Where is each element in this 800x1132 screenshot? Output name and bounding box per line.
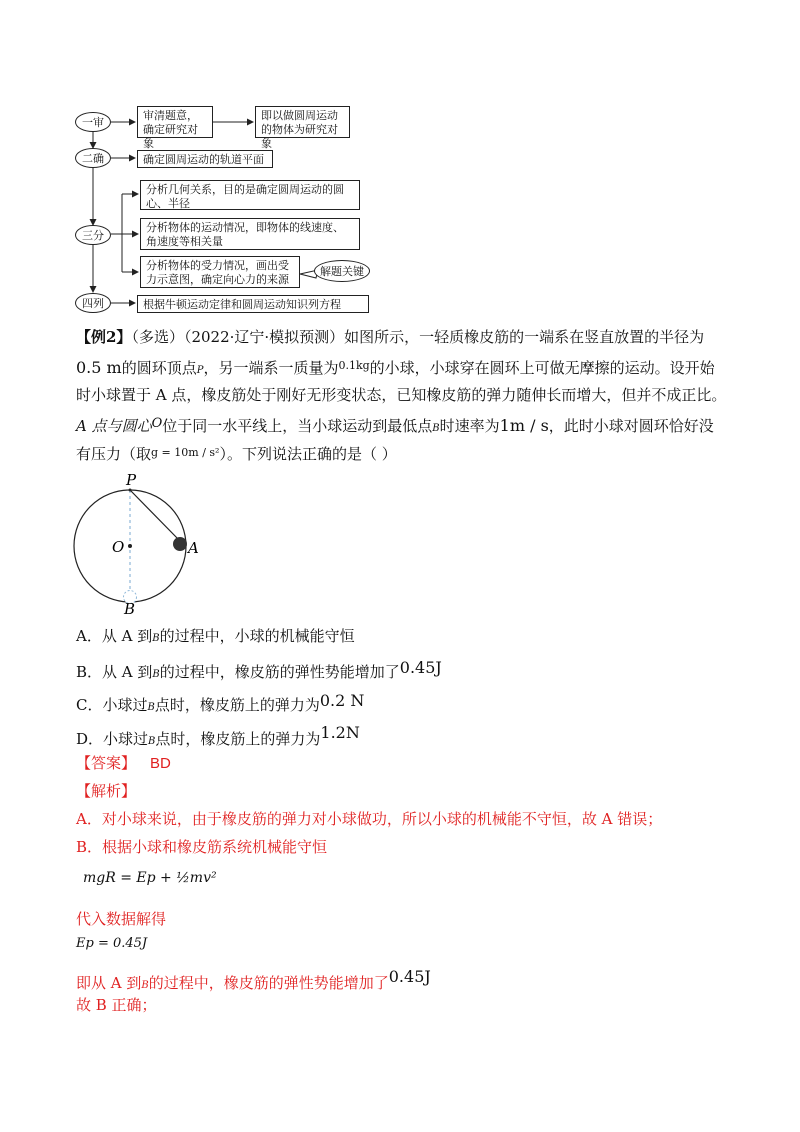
question-text: 的圆环顶点 (121, 359, 197, 377)
radius-value: 0.5 m (76, 358, 122, 377)
analysis-value: 0.45J (388, 967, 431, 986)
label-o: O (112, 538, 125, 556)
question-tag: （多选）（2022·辽宁·模拟预测） (131, 328, 345, 346)
ball (173, 537, 187, 551)
equation-energy (83, 870, 217, 886)
gravity-value: g = 10m / s² (151, 446, 220, 459)
option-text: B．从 A 到 (76, 663, 153, 681)
flow-box-geometry (140, 180, 360, 210)
circle-figure (70, 474, 210, 614)
analysis-text: A．对小球来说，由于橡皮筋的弹力对小球做功，所以小球的机械能不守恒，故 A 错误； (76, 810, 663, 828)
point-b-label: B (148, 736, 156, 747)
speed-value: 1m / s (499, 416, 549, 435)
label-a: A (188, 539, 199, 557)
question-text: 的小球，小球穿在圆环上可做无摩擦的运动。设开始 (369, 359, 715, 377)
answer-value: BD (150, 755, 171, 772)
option-value: 1.2N (320, 723, 360, 742)
question-text: 如图所示，一轻质橡皮筋的一端系在竖直放置的半径为 (344, 328, 705, 346)
question-text: 时小球置于 A 点，橡皮筋处于刚好无形变状态，已知橡皮筋的弹力随伸长而增大，但并不成正比。 (76, 386, 727, 404)
question-line-2 (76, 355, 715, 382)
analysis-b (76, 836, 327, 858)
answer-line (76, 752, 171, 775)
question-text: ）。下列说法正确的是（ ） (219, 445, 397, 463)
option-text: 点时，橡皮筋上的弹力为 (155, 730, 321, 748)
analysis-text: 的过程中，橡皮筋的弹性势能增加了 (148, 974, 389, 992)
label-b: B (124, 600, 136, 614)
flow-box-text: 确定圆周运动的轨道平面 (143, 153, 264, 166)
analysis-text: 即从 A 到 (76, 974, 142, 992)
question-text: ，此时小球对圆环恰好没 (548, 417, 714, 435)
analysis-text: B．根据小球和橡皮筋系统机械能守恒 (76, 838, 328, 856)
step-label: 一审 (82, 116, 104, 129)
analysis-d (76, 966, 431, 997)
analysis-text: 代入数据解得 (76, 910, 167, 928)
analysis-e (76, 994, 157, 1016)
point-b-label: B (147, 702, 155, 713)
step-oval-2 (75, 148, 111, 168)
analysis-a (76, 808, 662, 830)
flow-bubble-text: 解题关键 (320, 265, 364, 278)
flow-box-confirm-object (137, 106, 213, 150)
analysis-c (76, 908, 166, 930)
question-line-5 (76, 442, 397, 465)
rubber-band (130, 490, 180, 541)
question-text: 位于同一水平线上，当小球运动到最低点 (162, 417, 433, 435)
option-a (76, 625, 355, 650)
question-text: A 点与圆心 (76, 417, 152, 435)
point-b-label: B (141, 980, 149, 991)
option-value: 0.2 N (319, 691, 365, 710)
step-label: 三分 (82, 229, 104, 242)
step-oval-3 (75, 225, 111, 245)
step-oval-1 (75, 112, 111, 132)
flow-box-equations (137, 295, 369, 313)
question-text: ，另一端系一质量为 (203, 359, 339, 377)
center-o-label: O (151, 416, 163, 431)
flow-box-object-detail (255, 106, 350, 150)
flow-box-text: 根据牛顿运动定律和圆周运动知识列方程 (143, 298, 341, 311)
option-text: D．小球过 (76, 730, 149, 748)
option-text: A．从 A 到 (76, 627, 153, 645)
flow-box-text: 即以做圆周运动的物体为研究对象 (261, 109, 338, 150)
label-p: P (126, 474, 137, 489)
answer-label: 【答案】 (76, 754, 137, 772)
analysis-label-text: 【解析】 (76, 782, 137, 800)
question-line-4 (76, 413, 714, 440)
step-label: 二确 (82, 152, 104, 165)
mass-value: 0.1kg (338, 359, 370, 372)
option-d (76, 722, 360, 753)
option-text: 的过程中，橡皮筋的弹性势能增加了 (159, 663, 400, 681)
equation-result (76, 936, 147, 951)
question-text: 有压力（取 (76, 445, 152, 463)
question-label: 【例2】 (76, 328, 132, 346)
point-b-label: B (152, 669, 160, 680)
point-b-label: B (152, 633, 160, 644)
flow-box-text: 分析物体的受力情况，画出受力示意图，确定向心力的来源 (146, 259, 289, 286)
question-text: 时速率为 (439, 417, 500, 435)
equation-text: Ep = 0.45J (76, 936, 148, 951)
flow-box-orbit-plane (137, 150, 273, 168)
flow-box-text: 分析几何关系，目的是确定圆周运动的圆心、半径 (146, 183, 344, 210)
center-dot (128, 544, 132, 548)
option-text: 点时，橡皮筋上的弹力为 (154, 696, 320, 714)
flow-box-motion (140, 218, 360, 250)
equation-text: mgR = Ep + ½mv² (83, 870, 217, 886)
flow-box-text: 审清题意，确定研究对象 (143, 109, 198, 150)
point-b-label: B (432, 423, 440, 434)
question-line-1 (76, 326, 704, 348)
flowchart-connectors (0, 0, 800, 320)
question-line-3 (76, 384, 726, 406)
step-label: 四列 (82, 297, 104, 310)
flow-box-text: 分析物体的运动情况，即物体的线速度、角速度等相关量 (146, 221, 344, 248)
flow-bubble-key (314, 260, 370, 282)
step-oval-4 (75, 293, 111, 313)
option-b (76, 657, 442, 686)
option-text: C．小球过 (76, 696, 148, 714)
analysis-label (76, 780, 136, 802)
flow-box-force (140, 256, 300, 288)
point-p-label: P (196, 365, 204, 376)
option-text: 的过程中，小球的机械能守恒 (159, 627, 355, 645)
analysis-text: 故 B 正确； (76, 996, 157, 1014)
option-value: 0.45J (399, 658, 442, 677)
option-c (76, 690, 364, 719)
